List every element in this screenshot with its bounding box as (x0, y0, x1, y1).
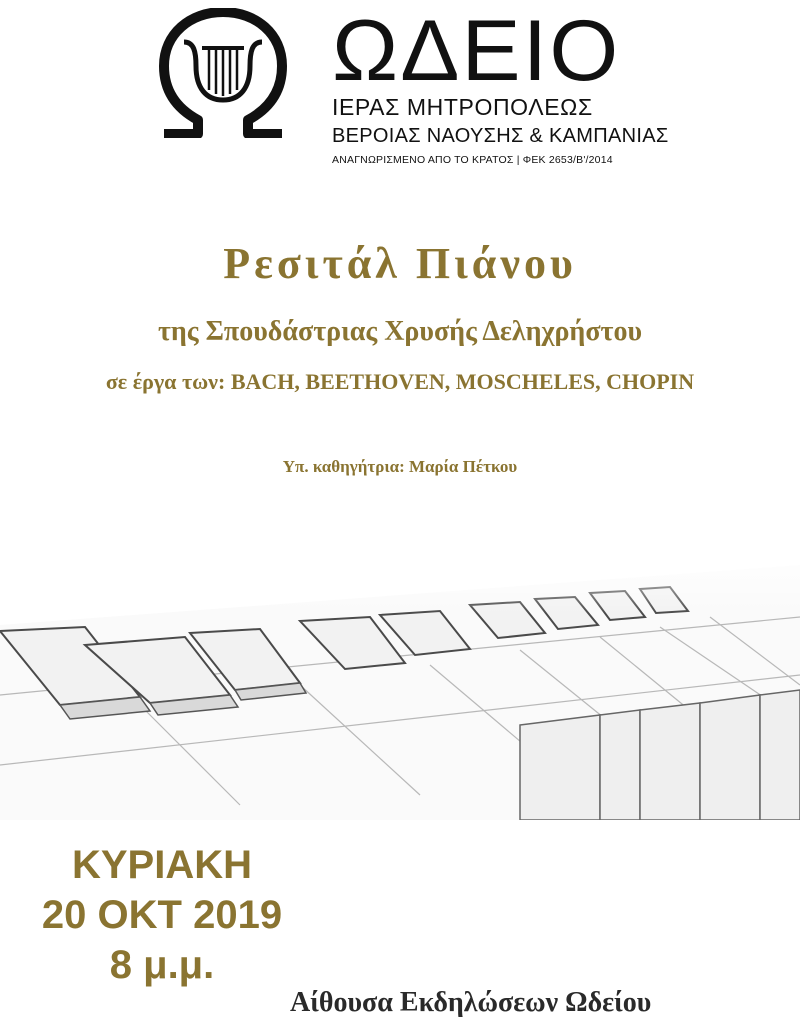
logo-line-1: ΙΕΡΑΣ ΜΗΤΡΟΠΟΛΕΩΣ (332, 94, 593, 120)
logo-name: ΩΔΕΙΟ (332, 3, 621, 99)
event-teacher: Υπ. καθηγήτρια: Μαρία Πέτκου (282, 457, 518, 476)
logo-recognition-line: ΑΝΑΓΝΩΡΙΣΜΕΝΟ ΑΠΟ ΤΟ ΚΡΑΤΟΣ | ΦΕΚ 2653/Β'/2014 (332, 154, 613, 166)
lyre-omega-icon (154, 8, 292, 138)
event-date: 20 ΟΚΤ 2019 (41, 893, 283, 937)
event-venue: Αίθουσα Εκδηλώσεων Ωδείου (290, 987, 652, 1018)
event-time: 8 μ.μ. (109, 943, 215, 987)
event-subtitle: της Σπουδάστριας Χρυσής Δεληχρήστου (158, 316, 642, 347)
event-schedule (22, 840, 302, 990)
header-logo (150, 3, 670, 166)
logo-line-2: ΒΕΡΟΙΑΣ ΝΑΟΥΣΗΣ & ΚΑΜΠΑΝΙΑΣ (332, 125, 669, 147)
event-day: ΚΥΡΙΑΚΗ (71, 843, 253, 887)
event-title: Ρεσιτάλ Πιάνου (223, 239, 577, 288)
piano-keys-illustration (0, 545, 800, 820)
event-works: σε έργα των: BACH, BEETHOVEN, MOSCHELES, CHOPIN (105, 369, 695, 394)
